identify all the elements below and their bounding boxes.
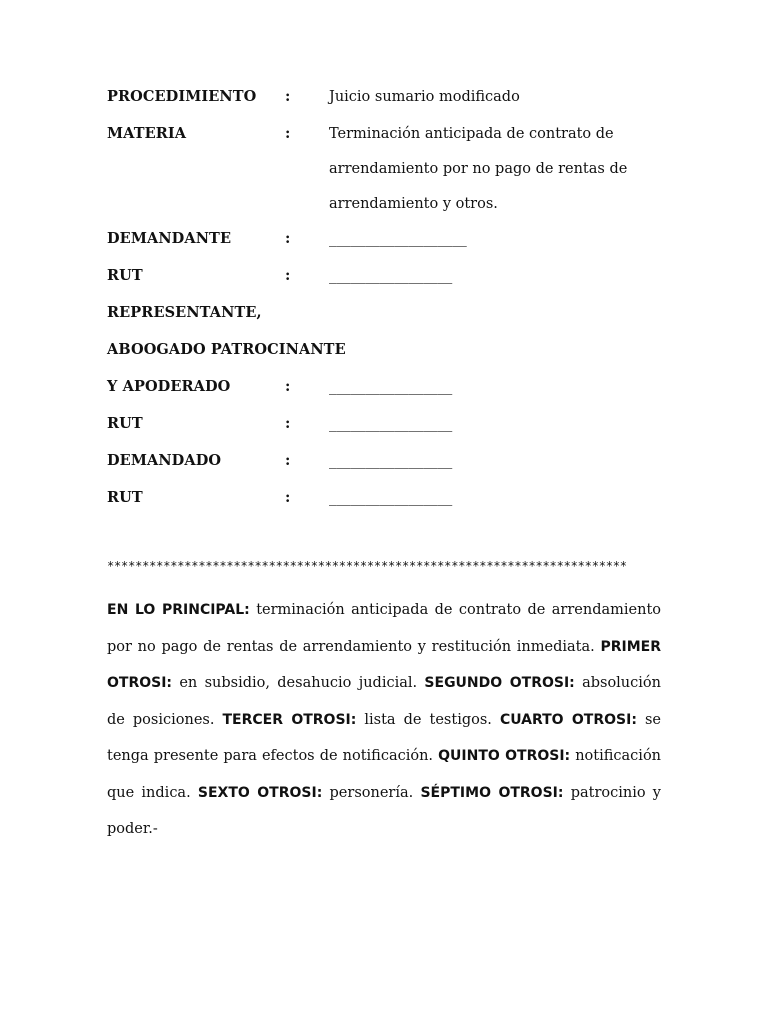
- abogado-patrocinante-label: ABOOGADO PATROCINANTE: [107, 341, 346, 358]
- primer-otrosi-text: en subsidio, desahucio judicial.: [172, 675, 425, 691]
- demandante-colon: :: [285, 230, 291, 247]
- materia-value-line-2: arrendamiento por no pago de rentas de: [329, 161, 628, 177]
- demandado-value: _________________: [329, 453, 453, 469]
- demandante-value: ___________________: [329, 231, 467, 247]
- materia-value-line-1: Terminación anticipada de contrato de: [329, 126, 614, 142]
- asterisk-separator: **************************************************************************: [107, 559, 627, 573]
- principal-label: EN LO PRINCIPAL:: [107, 602, 250, 618]
- procedimiento-value: Juicio sumario modificado: [329, 89, 520, 105]
- materia-label: MATERIA: [107, 125, 187, 142]
- quinto-otrosi-label: QUINTO OTROSI:: [438, 748, 571, 764]
- rut-apoderado-colon: :: [285, 415, 291, 432]
- sexto-otrosi-text: personería.: [322, 784, 421, 801]
- rut-apoderado-label: RUT: [107, 415, 143, 432]
- summary-paragraph: [107, 592, 661, 848]
- apoderado-colon: :: [285, 378, 291, 395]
- apoderado-value: _________________: [329, 379, 453, 395]
- rut-apoderado-value: _________________: [329, 416, 453, 432]
- representante-label: REPRESENTANTE,: [107, 304, 262, 321]
- rut-demandado-value: _________________: [329, 490, 453, 506]
- tercer-otrosi-label: TERCER OTROSI:: [222, 711, 357, 728]
- segundo-otrosi-text: absolución de posiciones.: [107, 675, 661, 728]
- materia-value-line-3: arrendamiento y otros.: [329, 196, 498, 212]
- rut-demandante-label: RUT: [107, 267, 143, 284]
- apoderado-label: Y APODERADO: [107, 378, 231, 395]
- rut-demandante-colon: :: [285, 267, 291, 284]
- demandado-colon: :: [285, 452, 291, 469]
- tercer-otrosi-text: lista de testigos.: [356, 711, 500, 728]
- quinto-otrosi-text: notificación que indica.: [107, 748, 662, 801]
- sexto-otrosi-label: SEXTO OTROSI:: [197, 784, 323, 801]
- segundo-otrosi-label: SEGUNDO OTROSI:: [424, 675, 575, 691]
- cuarto-otrosi-text: se tenga presente para efectos de notificación.: [107, 711, 661, 764]
- procedimiento-label: PROCEDIMIENTO: [107, 88, 257, 105]
- demandante-label: DEMANDANTE: [107, 230, 232, 247]
- cuarto-otrosi-label: CUARTO OTROSI:: [499, 711, 637, 728]
- procedimiento-colon: :: [285, 88, 291, 105]
- septimo-otrosi-label: SÉPTIMO OTROSI:: [420, 784, 564, 801]
- septimo-otrosi-text: patrocinio y poder.-: [107, 784, 661, 837]
- principal-text: terminación anticipada de contrato de arrendamiento por no pago de rentas de arrendamiento y restitución inmediata.: [107, 602, 661, 655]
- materia-colon: :: [285, 125, 291, 142]
- rut-demandado-label: RUT: [107, 489, 143, 506]
- primer-otrosi-label: PRIMER OTROSI:: [107, 638, 661, 691]
- demandado-label: DEMANDADO: [107, 452, 222, 469]
- rut-demandante-value: _________________: [329, 268, 453, 284]
- rut-demandado-colon: :: [285, 489, 291, 506]
